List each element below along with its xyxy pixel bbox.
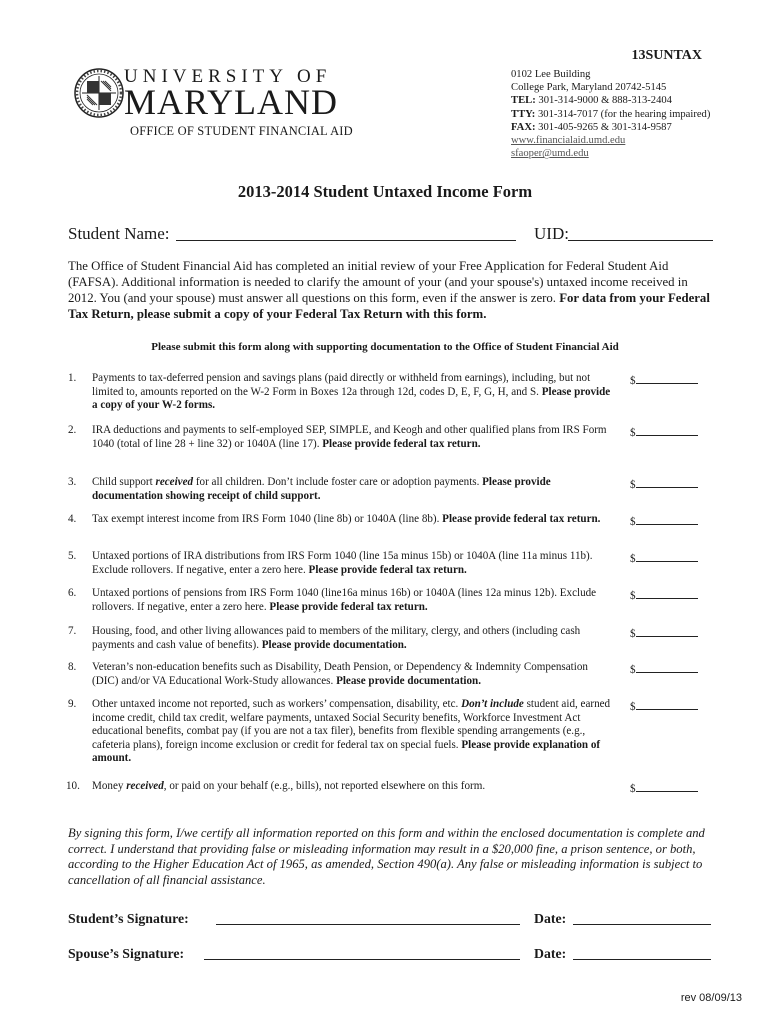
- spouse-signature-field[interactable]: [204, 959, 520, 960]
- item-desc: Untaxed portions of pensions from IRS Form 1040 (line16a minus 16b) or 1040A (lines 12a minus 12b). Exclude rollovers. If negative, enter a zero here.: [92, 587, 597, 613]
- amount-field[interactable]: [630, 372, 698, 389]
- student-signature-label: Student’s Signature:: [68, 911, 189, 926]
- office-name: OFFICE OF STUDENT FINANCIAL AID: [130, 124, 353, 138]
- currency-symbol: $: [630, 479, 636, 491]
- certification-statement: By signing this form, I/we certify all information reported on this form and within the enclosed documentation is complete and correct. I understand that providing false or misleading information may result in a $20,000 fine, a prison sentence, or both, according to the Higher Education Act of 1965, as amended, Section 490(a). Any false or misleading information is subject to cancellation of all financial assistance.: [68, 826, 705, 887]
- intro-bold-text: For data from your Federal Tax Return, please submit a copy of your Federal Tax Return with this form.: [68, 291, 710, 321]
- item-text: [92, 372, 617, 413]
- student-signature-field[interactable]: [216, 924, 520, 925]
- spouse-date-label: Date:: [534, 946, 567, 961]
- currency-symbol: $: [630, 375, 636, 387]
- amount-field[interactable]: [630, 587, 698, 604]
- currency-symbol: $: [630, 664, 636, 676]
- item-desc: Tax exempt interest income from IRS Form 1040 (line 8b) or 1040A (line 8b).: [92, 513, 440, 525]
- student-date-field[interactable]: [573, 924, 711, 925]
- fax-label: FAX:: [511, 121, 536, 133]
- tel-line: [511, 94, 710, 107]
- item-text: [92, 780, 617, 794]
- item-desc-pre: Other untaxed income not reported, such as workers’ compensation, disability, etc.: [92, 698, 462, 710]
- item-desc: Housing, food, and other living allowances paid to members of the military, clergy, and others (including cash payments and cash value of benefits).: [92, 625, 581, 651]
- item-instruction: Please provide federal tax return.: [322, 437, 481, 450]
- form-code: 13SUNTAX: [631, 48, 702, 63]
- university-name-line1: UNIVERSITY OF: [124, 66, 332, 87]
- amount-field[interactable]: [630, 780, 698, 797]
- item-number: 10.: [66, 780, 80, 792]
- fax-line: [511, 121, 710, 134]
- item-instruction: Please provide documentation.: [261, 638, 407, 651]
- intro-text: The Office of Student Financial Aid has completed an initial review of your Free Application for Federal Student Aid (FAFSA). Additional information is needed to clarify the amount of your (and your spouse's) untaxed income received in 2012. You (and your spouse) must answer all questions on this form, even if the answer is zero.: [68, 259, 688, 305]
- currency-symbol: $: [630, 783, 636, 795]
- student-name-field[interactable]: [176, 240, 516, 241]
- item-text: [92, 476, 617, 503]
- item-instruction: Please provide documentation.: [336, 674, 481, 687]
- item-number: 9.: [68, 698, 77, 710]
- tty-value: 301-314-7017 (for the hearing impaired): [538, 108, 711, 120]
- currency-symbol: $: [630, 628, 636, 640]
- address-line2: College Park, Maryland 20742-5145: [511, 82, 667, 94]
- amount-field[interactable]: [630, 661, 698, 678]
- item-emphasis: received: [155, 476, 194, 488]
- item-instruction: Please provide federal tax return.: [308, 563, 467, 576]
- item-desc: IRA deductions and payments to self-employed SEP, SIMPLE, and Keogh and other qualified plans from IRS Form 1040 (total of line 28 + line 32) or 1040A (line 17).: [92, 424, 607, 450]
- university-seal-icon: [74, 68, 124, 118]
- intro-paragraph: [68, 258, 713, 322]
- student-date-label: Date:: [534, 911, 567, 926]
- fax-value: 301-405-9265 & 301-314-9587: [538, 121, 672, 133]
- tel-value: 301-314-9000 & 888-313-2404: [538, 95, 672, 107]
- currency-symbol: $: [630, 701, 636, 713]
- item-instruction: Please provide federal tax return.: [269, 600, 428, 613]
- item-number: 1.: [68, 372, 77, 384]
- item-desc: Untaxed portions of IRA distributions from IRS Form 1040 (line 15a minus 15b) or 1040A (line 11a minus 11b). Exclude rollovers. If negative, enter a zero here.: [92, 550, 593, 576]
- university-name-line2: MARYLAND: [124, 82, 339, 122]
- form-title: 2013-2014 Student Untaxed Income Form: [237, 182, 533, 201]
- item-number: 2.: [68, 424, 77, 436]
- item-text: [92, 661, 617, 688]
- item-number: 4.: [68, 513, 77, 525]
- spouse-date-field[interactable]: [573, 959, 711, 960]
- item-text: [92, 698, 617, 766]
- spouse-signature-label: Spouse’s Signature:: [68, 946, 185, 961]
- item-text: [92, 625, 617, 652]
- item-instruction: Please provide explanation of amount.: [92, 738, 601, 764]
- item-text: [92, 550, 617, 577]
- item-instruction: Please provide documentation showing receipt of child support.: [92, 476, 551, 502]
- amount-field[interactable]: [630, 698, 698, 715]
- uid-label: UID:: [534, 224, 569, 243]
- item-instruction: Please provide a copy of your W-2 forms.: [92, 385, 611, 411]
- item-text: [92, 424, 617, 451]
- item-instruction: Please provide federal tax return.: [442, 513, 601, 525]
- item-number: 7.: [68, 625, 77, 637]
- item-number: 3.: [68, 476, 77, 488]
- item-desc-pre: Money: [92, 780, 127, 792]
- student-name-label: Student Name:: [68, 224, 170, 243]
- item-number: 8.: [68, 661, 77, 673]
- item-number: 6.: [68, 587, 77, 599]
- item-desc: Veteran’s non-education benefits such as Disability, Death Pension, or Dependency & Indemnity Compensation (DIC) and/or VA Educational Work-Study allowances.: [92, 661, 588, 687]
- currency-symbol: $: [630, 427, 636, 439]
- uid-field[interactable]: [568, 240, 713, 241]
- item-number: 5.: [68, 550, 77, 562]
- item-desc: for all children. Don’t include foster care or adoption payments.: [193, 476, 480, 488]
- amount-field[interactable]: [630, 513, 698, 530]
- item-desc-pre: Child support: [92, 476, 156, 488]
- contact-block: [511, 68, 710, 160]
- website-link[interactable]: www.financialaid.umd.edu: [511, 135, 626, 147]
- revision-date: rev 08/09/13: [680, 992, 742, 1004]
- item-text: [92, 513, 617, 527]
- amount-field[interactable]: [630, 625, 698, 642]
- email-link[interactable]: sfaoper@umd.edu: [511, 148, 589, 160]
- tty-label: TTY:: [511, 108, 536, 120]
- submit-note: Please submit this form along with supporting documentation to the Office of Student Financial Aid: [151, 341, 619, 353]
- currency-symbol: $: [630, 516, 636, 528]
- tel-label: TEL:: [511, 95, 536, 107]
- item-text: [92, 587, 617, 614]
- currency-symbol: $: [630, 553, 636, 565]
- item-desc: student aid, earned income credit, child tax credit, welfare payments, untaxed Social Security benefits, Workforce Investment Act educational benefits, combat pay (if you are not a tax filer), benefits from flexible spending arrangements (e.g., cafeteria plans), foreign income exclusion or credit for federal tax on special fuels.: [92, 698, 611, 751]
- item-emphasis: Don’t include: [461, 698, 524, 710]
- amount-field[interactable]: [630, 550, 698, 567]
- currency-symbol: $: [630, 590, 636, 602]
- item-emphasis: received: [126, 780, 164, 792]
- address-line1: 0102 Lee Building: [511, 69, 591, 80]
- tty-line: [511, 108, 710, 121]
- amount-field[interactable]: [630, 424, 698, 441]
- amount-field[interactable]: [630, 476, 698, 493]
- item-desc: , or paid on your behalf (e.g., bills), not reported elsewhere on this form.: [163, 780, 486, 792]
- item-desc: Payments to tax-deferred pension and savings plans (paid directly or withheld from earnings), including, but not limited to, amounts reported on the W-2 Form in Boxes 12a through 12d, codes D, E, F, G, H, and S.: [92, 372, 591, 398]
